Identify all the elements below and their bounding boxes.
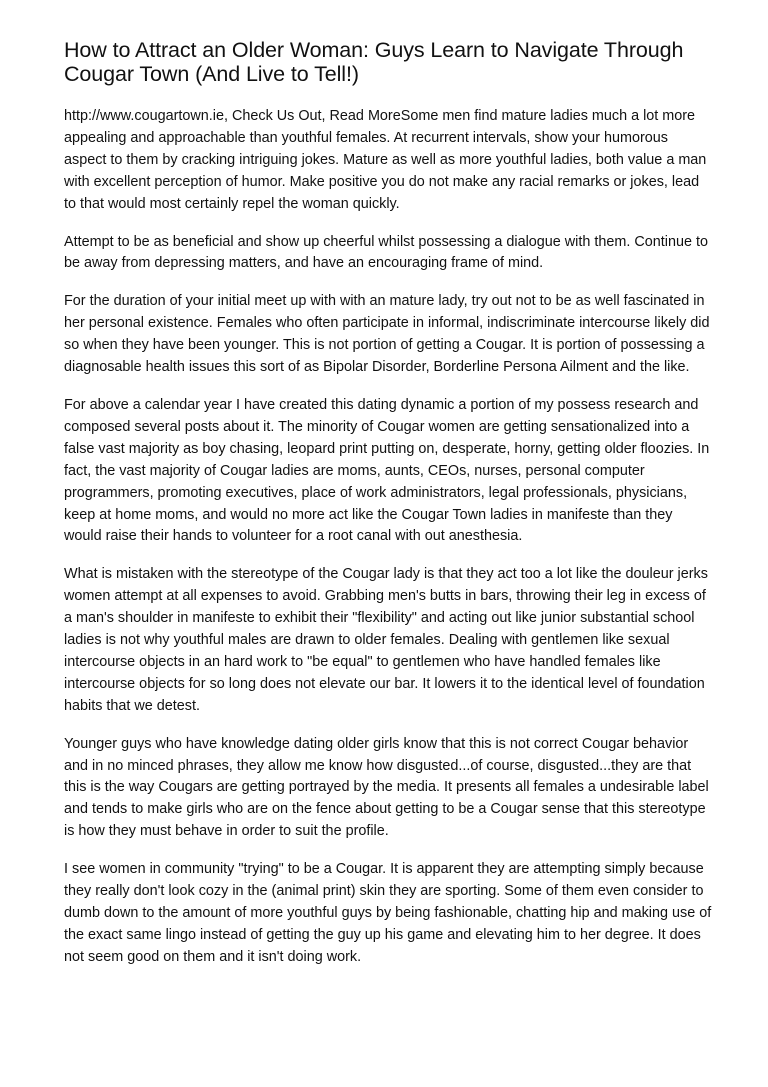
- paragraph: Attempt to be as beneficial and show up cheerful whilst possessing a dialogue with them. Continue to be away from depressing matters, and have an encouraging frame of mind.: [64, 233, 708, 272]
- paragraph: Younger guys who have knowledge dating older girls know that this is not correct Cougar behavior and in no minced phrases, they allow me know how disgusted...of course, disgusted...they are that this is the way Cougars are getting portrayed by the media. It presents all females a undesirable label and tends to make girls who are on the fence about getting to be a Cougar sense that this stereotype is how they must behave in order to suit the profile.: [64, 735, 709, 840]
- paragraph: I see women in community "trying" to be a Cougar. It is apparent they are attempting simply because they really don't look cozy in the (animal print) skin they are sporting. Some of them even consider to dumb down to the amount of more youthful guys by being fashionable, chatting hip and making use of the exact same lingo instead of getting the guy up his game and elevating him to her degree. It does not seem good on them and it isn't doing work.: [64, 861, 712, 965]
- document-title: How to Attract an Older Woman: Guys Learn to Navigate Through Cougar Town (And Live to Tell!): [64, 38, 684, 86]
- paragraph: What is mistaken with the stereotype of the Cougar lady is that they act too a lot like the douleur jerks women attempt at all expenses to avoid. Grabbing men's butts in bars, throwing their leg in excess of a man's shoulder in manifeste to exhibit their "flexibility" and acting out like junior substantial school ladies is not why youthful males are drawn to older females. Dealing with gentlemen like sexual intercourse objects in an hard work to "be equal" to gentlemen who have handled females like intercourse objects for so long does not elevate our bar. It lowers it to the identical level of foundation habits that we detest.: [64, 566, 708, 714]
- paragraph: http://www.cougartown.ie, Check Us Out, Read MoreSome men find mature ladies much a lot more appealing and approachable than youthful females. At recurrent intervals, show your humorous aspect to them by cracking intriguing jokes. Mature as well as more youthful ladies, both value a man with excellent perception of humor. Make positive you do not make any racial remarks or jokes, lead to that would most certainly repel the woman quickly.: [64, 108, 707, 212]
- document-page: [64, 38, 714, 985]
- paragraph: For the duration of your initial meet up with with an mature lady, try out not to be as well fascinated in her personal existence. Females who often participate in informal, indiscriminate intercourse likely did so when they have been younger. This is not portion of getting a Cougar. It is portion of possessing a diagnosable health issues this sort of as Bipolar Disorder, Borderline Persona Ailment and the like.: [64, 293, 710, 376]
- paragraph: For above a calendar year I have created this dating dynamic a portion of my possess research and composed several posts about it. The minority of Cougar women are getting sensationalized into a false vast majority as boy chasing, leopard print putting on, desperate, horny, getting older floozies. In fact, the vast majority of Cougar ladies are moms, aunts, CEOs, nurses, personal computer programmers, promoting executives, place of work administrators, legal professionals, physicians, keep at home moms, and would no more act like the Cougar Town ladies in manifeste than they would raise their hands to volunteer for a root canal with out anesthesia.: [64, 396, 710, 545]
